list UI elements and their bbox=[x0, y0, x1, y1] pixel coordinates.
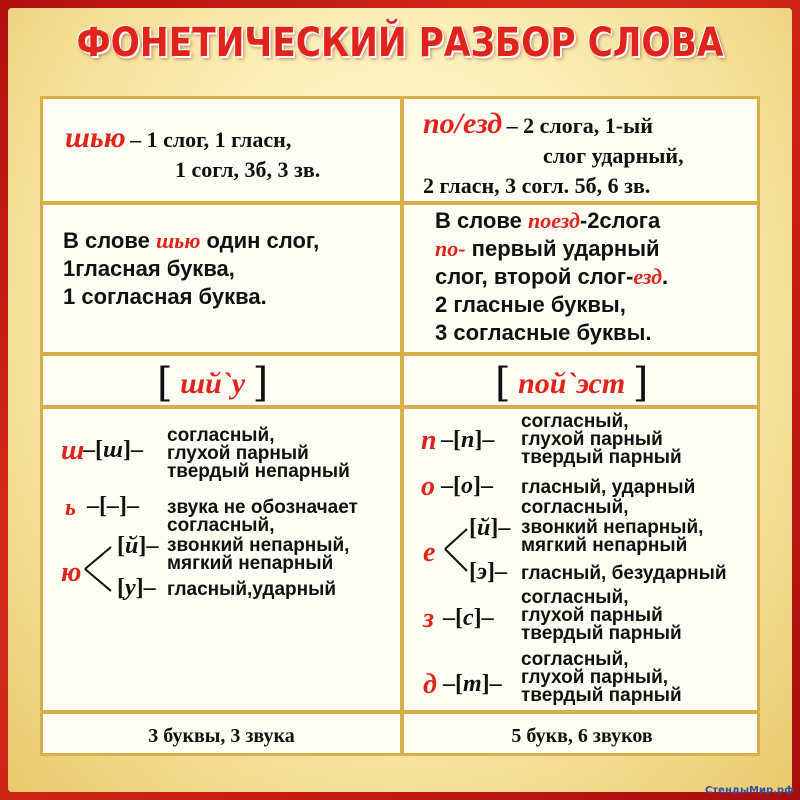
right-footer: 5 букв, 6 звуков bbox=[511, 725, 653, 747]
desc-u: гласный,ударный bbox=[167, 579, 337, 600]
right-word: по/езд bbox=[423, 107, 503, 140]
desc-z: согласный, глухой парный твердый парный bbox=[521, 587, 682, 644]
right-summary-line-2: слог ударный, bbox=[543, 143, 684, 168]
sound-soft-sign: –[–]– bbox=[87, 493, 139, 519]
left-analysis bbox=[61, 419, 401, 619]
desc-yu-1: согласный, bbox=[167, 515, 275, 536]
letter-soft-sign: ь bbox=[65, 495, 76, 521]
left-word: шью bbox=[65, 121, 126, 154]
desc-yu-2: звонкий непарный, мягкий непарный bbox=[167, 535, 350, 574]
left-desc-line-2: 1гласная буква, bbox=[63, 256, 235, 281]
left-desc-line-3: 1 согласная буква. bbox=[63, 284, 267, 309]
page-title: ФОНЕТИЧЕСКИЙ РАЗБОР СЛОВА bbox=[76, 20, 724, 66]
right-desc-line-2: по- первый ударный bbox=[435, 236, 660, 261]
sound-s: –[с]– bbox=[443, 605, 494, 631]
row-divider-4 bbox=[43, 710, 757, 714]
letter-sh: ш bbox=[61, 435, 85, 466]
right-summary-line-3: 2 гласн, 3 согл. 5б, 6 зв. bbox=[423, 173, 651, 198]
sound-u: [у]– bbox=[117, 575, 156, 601]
right-desc-line-4: 2 гласные буквы, bbox=[435, 292, 626, 317]
desc-o: гласный, ударный bbox=[521, 477, 696, 498]
letter-yu: ю bbox=[61, 557, 82, 588]
letter-p: п bbox=[421, 425, 437, 456]
row-divider-2 bbox=[43, 352, 757, 356]
right-desc-line-5: 3 согласные буквы. bbox=[435, 320, 652, 345]
left-summary-line-2: 1 согл, 3б, 3 зв. bbox=[175, 157, 321, 182]
left-footer: 3 буквы, 3 звука bbox=[148, 725, 295, 747]
right-word-summary bbox=[423, 107, 653, 141]
sound-y: [й]– bbox=[117, 533, 159, 559]
left-summary-line-1: – 1 слог, 1 гласн, bbox=[130, 127, 292, 152]
letter-z: з bbox=[423, 603, 434, 634]
left-description bbox=[63, 227, 319, 311]
publisher-logo: СтендыМир.рф bbox=[705, 785, 794, 796]
letter-e: е bbox=[423, 537, 436, 568]
letter-d: д bbox=[423, 669, 437, 700]
branch-lines-yu bbox=[81, 539, 121, 599]
sound-p: –[п]– bbox=[441, 427, 495, 453]
desc-d: согласный, глухой парный, твердый парный bbox=[521, 649, 682, 706]
desc-e-1: согласный, bbox=[521, 497, 629, 518]
left-transcription: [ шй`у ] bbox=[157, 360, 269, 406]
letter-o: о bbox=[421, 471, 435, 502]
right-desc-line-1: В слове поезд-2слога bbox=[435, 208, 661, 233]
sound-j: [й]– bbox=[469, 515, 511, 541]
row-divider-1 bbox=[43, 201, 757, 205]
right-analysis bbox=[421, 407, 761, 707]
sound-t: –[т]– bbox=[443, 671, 502, 697]
sound-sh: –[ш]– bbox=[83, 437, 143, 463]
desc-soft-sign: звука не обозначает bbox=[167, 497, 358, 518]
right-transcription: [ пой`эст ] bbox=[495, 360, 649, 406]
left-desc-line-1: В слове шью один слог, bbox=[63, 228, 320, 253]
sound-o: –[о]– bbox=[441, 473, 493, 499]
right-description bbox=[435, 207, 668, 347]
sound-e: [э]– bbox=[469, 559, 507, 585]
desc-e-2: звонкий непарный, мягкий непарный bbox=[521, 517, 704, 556]
desc-p: согласный, глухой парный твердый парный bbox=[521, 411, 682, 468]
desc-sh: согласный, глухой парный твердый непарный bbox=[167, 425, 350, 482]
desc-e-3: гласный, безударный bbox=[521, 563, 727, 584]
right-desc-line-3: слог, второй слог-езд. bbox=[435, 264, 669, 289]
table bbox=[40, 96, 760, 756]
left-word-summary bbox=[65, 121, 291, 155]
right-summary-line-1: – 2 слога, 1-ый bbox=[506, 113, 653, 138]
